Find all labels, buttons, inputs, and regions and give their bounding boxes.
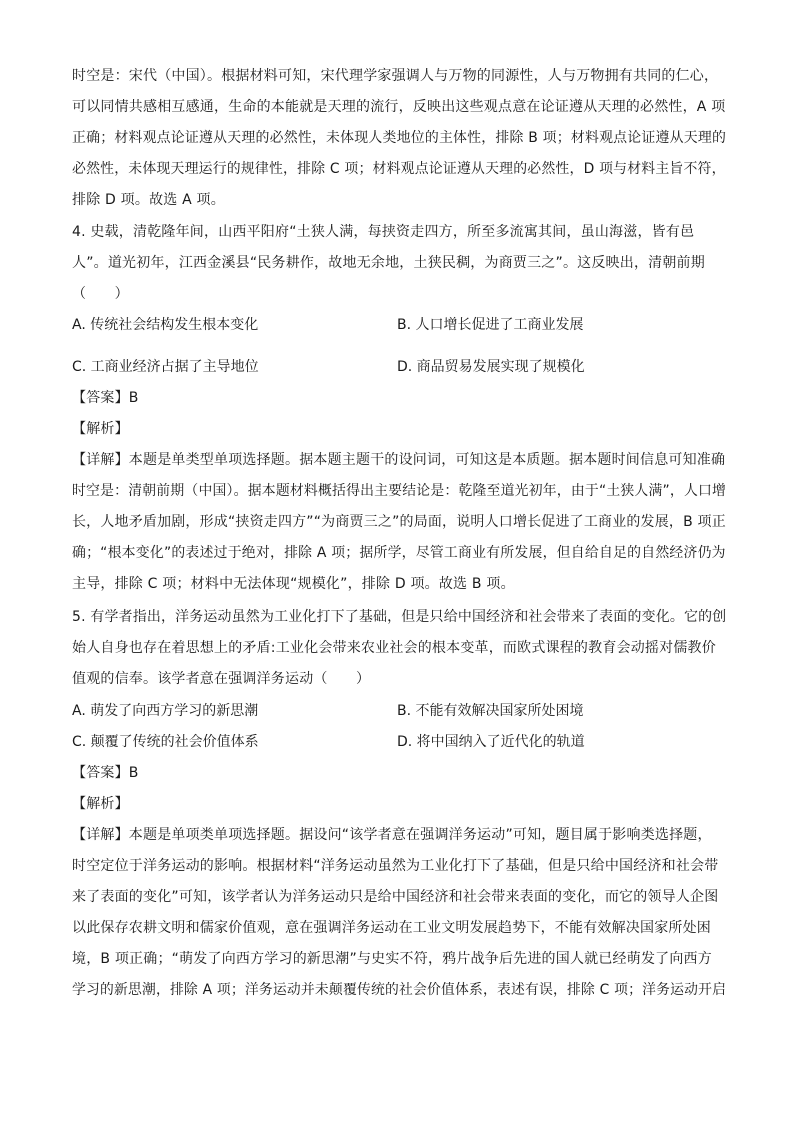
analysis-line: 确；“根本变化”的表述过于绝对，排除 A 项；据所学，尽管工商业有所发展，但自给自足的自然经济仍为 (72, 545, 726, 561)
question-4-analysis-title: 【解析】 (72, 421, 129, 437)
analysis-line: 主导，排除 C 项；材料中无法体现“规模化”，排除 D 项。故选 B 项。 (72, 576, 515, 592)
question-5-option-c: C. 颠覆了传统的社会价值体系 (72, 734, 259, 750)
analysis-line: 可以同情共感相互感通，生命的本能就是天理的流行，反映出这些观点意在论证遵从天理的必然性，A 项 (72, 99, 726, 115)
analysis-line: 学习的新思潮，排除 A 项；洋务运动并未颠覆传统的社会价值体系，表述有误，排除 C 项；洋务运动开启 (72, 982, 727, 998)
analysis-line: 【详解】本题是单项类单项选择题。据设问“该学者意在强调洋务运动”可知，题目属于影响类选择题， (72, 827, 712, 843)
question-4-stem: 4. 史载，清乾隆年间，山西平阳府“土狭人满，每挟资走四方，所至多流寓其间，虽山海滋，皆有邑 (72, 224, 695, 240)
question-5-stem: 值观的信奉。该学者意在强调洋务运动（ ） (72, 671, 371, 687)
question-5-analysis-title: 【解析】 (72, 796, 129, 812)
question-5-stem: 始人自身也存在着思想上的矛盾:工业化会带来农业社会的根本变革，而欧式课程的教育会动摇对儒教价 (72, 640, 716, 656)
question-4-stem: 人”。道光初年，江西金溪县“民务耕作，故地无余地，土狭民稠，为商贾三之”。这反映出，清朝前期 (72, 255, 705, 271)
question-4-option-b: B. 人口增长促进了工商业发展 (397, 317, 584, 333)
analysis-line: 【详解】本题是单类型单项选择题。据本题主题干的设问词，可知这是本质题。据本题时间信息可知准确 (72, 452, 726, 468)
analysis-line: 以此保存农耕文明和儒家价值观，意在强调洋务运动在工业文明发展趋势下，不能有效解决国家所处困 (72, 920, 711, 936)
analysis-line: 境，B 项正确；“萌发了向西方学习的新思潮”与史实不符，鸦片战争后先进的国人就已经萌发了向西方 (72, 951, 712, 967)
question-4-option-d: D. 商品贸易发展实现了规模化 (397, 359, 585, 375)
analysis-line: 正确；材料观点论证遵从天理的必然性，未体现人类地位的主体性，排除 B 项；材料观点论证遵从天理的 (72, 130, 727, 146)
question-5-stem: 5. 有学者指出，洋务运动虽然为工业化打下了基础，但是只给中国经济和社会带来了表面的变化。它的创 (72, 609, 727, 625)
question-5-option-b: B. 不能有效解决国家所处困境 (397, 703, 584, 719)
analysis-line: 必然性，未体现天理运行的规律性，排除 C 项；材料观点论证遵从天理的必然性，D 项与材料主旨不符， (72, 161, 726, 177)
question-4-stem: （ ） (72, 286, 129, 302)
analysis-line: 时空是：宋代（中国）。根据材料可知，宋代理学家强调人与万物的同源性，人与万物拥有共同的仁心， (72, 68, 719, 84)
analysis-line: 来了表面的变化”可知，该学者认为洋务运动只是给中国经济和社会带来表面的变化，而它的领导人企图 (72, 889, 719, 905)
analysis-line: 排除 D 项。故选 A 项。 (72, 192, 225, 208)
analysis-line: 长，人地矛盾加剧，形成“挟资走四方”“为商贾三之”的局面，说明人口增长促进了工商业的发展，B 项正 (72, 514, 726, 530)
question-5-option-d: D. 将中国纳入了近代化的轨道 (397, 734, 585, 750)
question-5-answer: 【答案】B (72, 765, 139, 781)
analysis-line: 时空是：清朝前期（中国）。据本题材料概括得出主要结论是：乾隆至道光初年，由于“土狭人满”，人口增 (72, 483, 727, 499)
question-4-option-c: C. 工商业经济占据了主导地位 (72, 359, 259, 375)
question-4-answer: 【答案】B (72, 390, 139, 406)
question-5-option-a: A. 萌发了向西方学习的新思潮 (72, 703, 259, 719)
analysis-line: 时空定位于洋务运动的影响。根据材料“洋务运动虽然为工业化打下了基础，但是只给中国经济和社会带 (72, 858, 719, 874)
question-4-option-a: A. 传统社会结构发生根本变化 (72, 317, 259, 333)
